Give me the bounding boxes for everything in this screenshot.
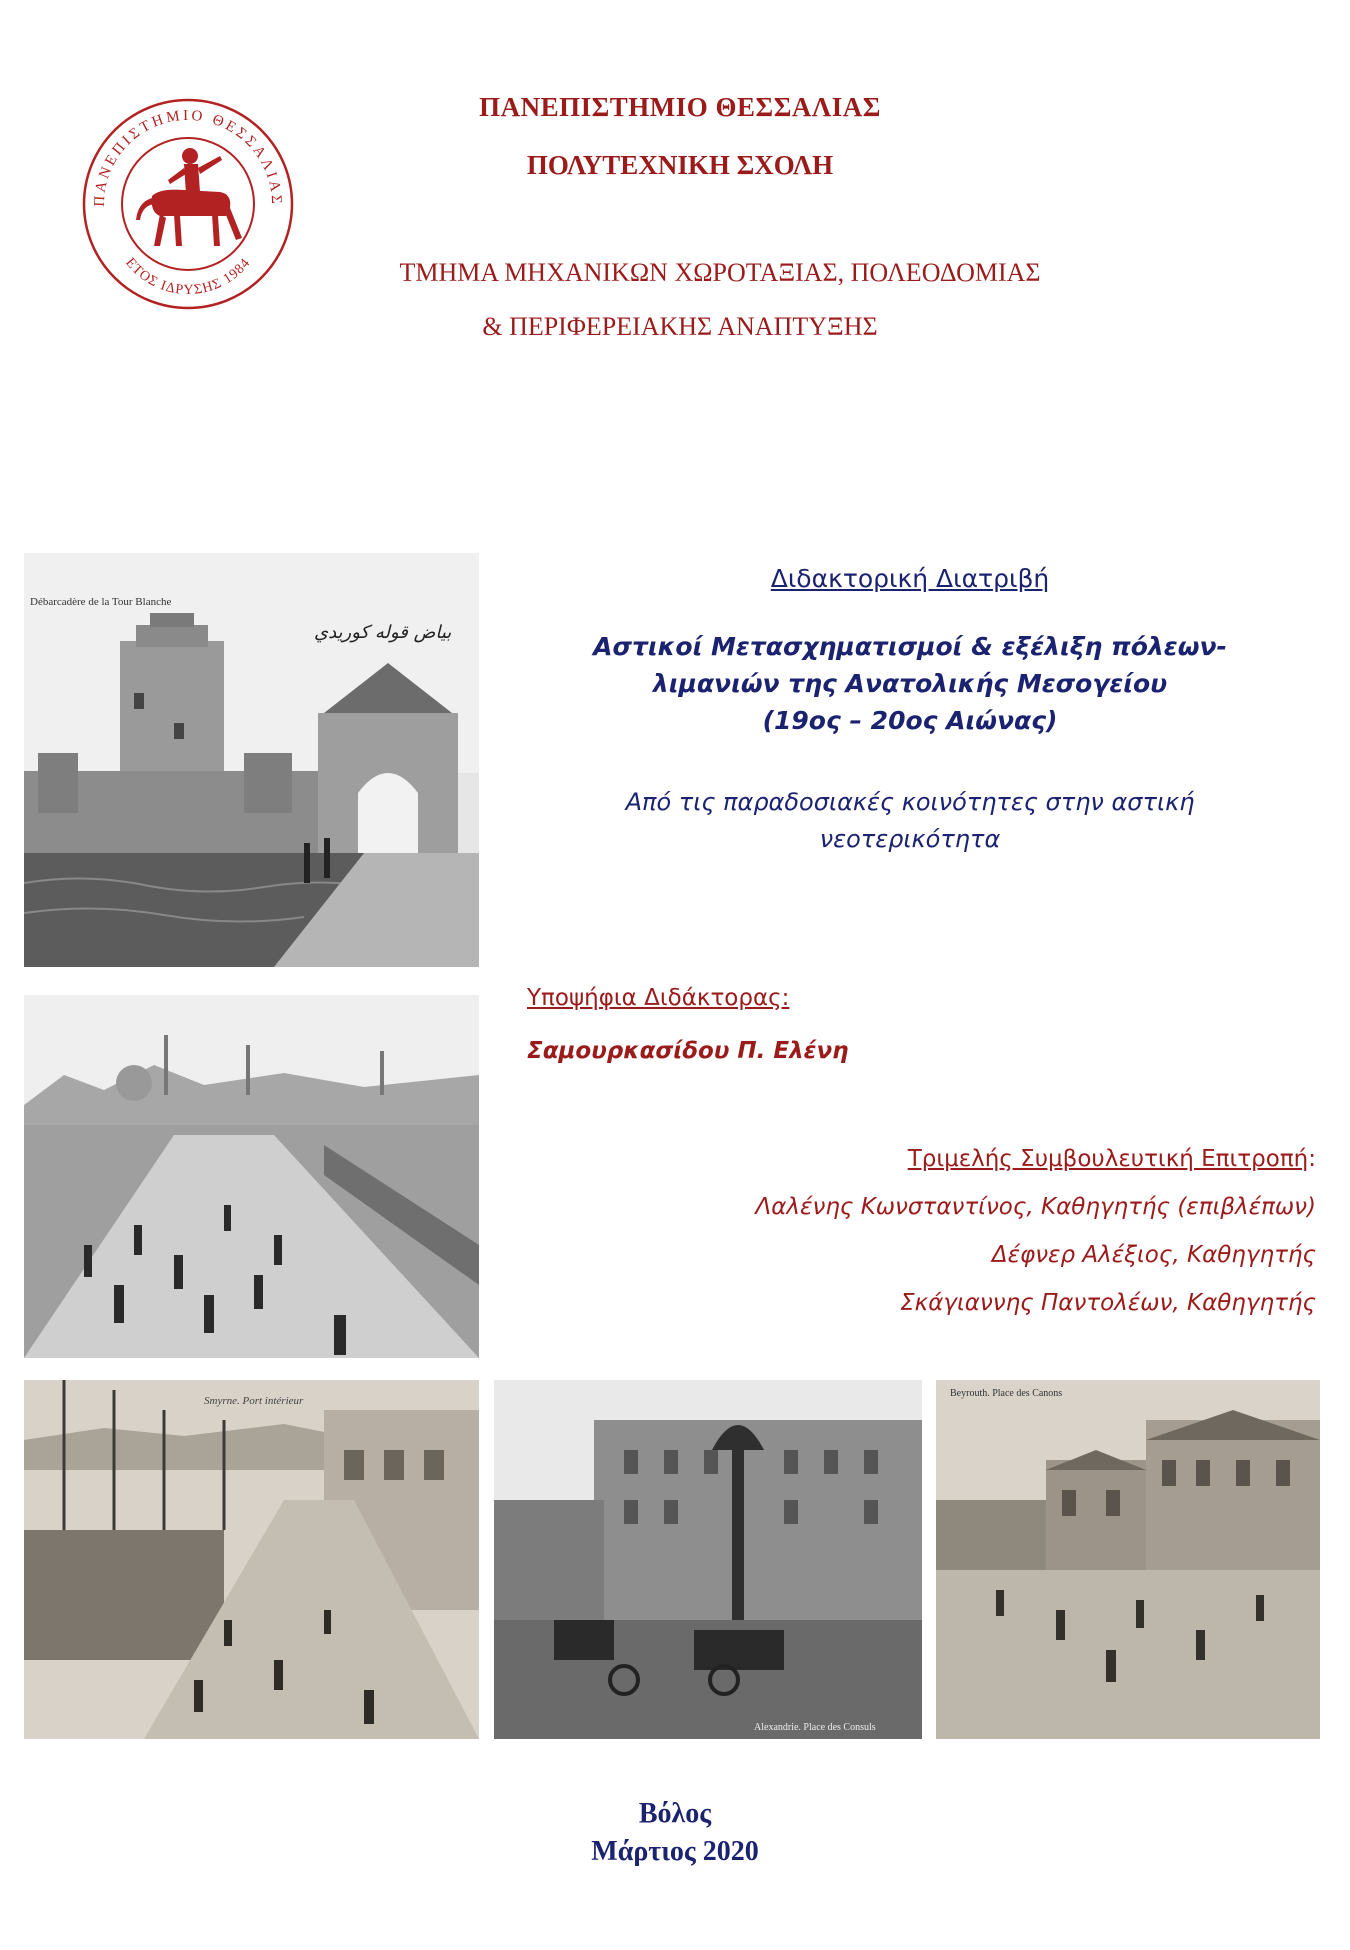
thesis-title-line2: λιμανιών της Ανατολικής Μεσογείου: [652, 669, 1168, 698]
logo-ring-bottom-text: ΕΤΟΣ ΙΔΡΥΣΗΣ 1984: [122, 255, 254, 299]
footer-place: Βόλος: [638, 1798, 712, 1829]
photo-white-tower: [24, 553, 479, 967]
committee-member-3: Σκάγιαννης Παντολέων, Καθηγητής: [900, 1290, 1316, 1316]
thesis-title-line1: Αστικοί Μετασχηματισμοί & εξέλιξη πόλεων-: [593, 632, 1227, 661]
committee-member-2: Δέφνερ Αλέξιος, Καθηγητής: [991, 1242, 1316, 1268]
svg-text:بياض قوله كوريدي: بياض قوله كوريدي: [314, 622, 452, 643]
photo5-caption: Beyrouth. Place des Canons: [950, 1388, 1063, 1399]
committee-member-1: Λαλένης Κωνσταντίνος, Καθηγητής (επιβλέπων): [755, 1194, 1316, 1220]
photo3-caption: Smyrne. Port intérieur: [204, 1395, 304, 1407]
photo-beirut-square: [936, 1380, 1320, 1739]
svg-text:ΕΤΟΣ ΙΔΡΥΣΗΣ 1984: [122, 255, 254, 298]
school-name: ΠΟΛΥΤΕΧΝΙΚΗ ΣΧΟΛΗ: [526, 150, 834, 180]
candidate-label: Υποψήφια Διδάκτορας:: [527, 985, 790, 1011]
department-name-line1: ΤΜΗΜΑ ΜΗΧΑΝΙΚΩΝ ΧΩΡΟΤΑΞΙΑΣ, ΠΟΛΕΟΔΟΜΙΑΣ: [399, 258, 1041, 287]
department-name-line2: & ΠΕΡΙΦΕΡΕΙΑΚΗΣ ΑΝΑΠΤΥΞΗΣ: [482, 312, 878, 341]
photo1-caption: Débarcadère de la Tour Blanche: [30, 596, 172, 608]
thesis-title: [560, 628, 1260, 739]
committee-block: [556, 1146, 1316, 1338]
photo-bridge-crowd: [24, 995, 479, 1358]
thesis-subtitle-line2: νεοτερικότητα: [819, 825, 1001, 853]
logo-ring-top-text: ΠΑΝΕΠΙΣΤΗΜΙΟ ΘΕΣΣΑΛΙΑΣ: [91, 107, 285, 208]
thesis-subtitle-line1: Από τις παραδοσιακές κοινότητες στην αστική: [625, 788, 1195, 816]
thesis-title-line3: (19ος – 20ος Αιώνας): [762, 706, 1058, 735]
candidate-name: Σαμουρκασίδου Π. Ελένη: [527, 1038, 849, 1064]
thesis-subtitle: [580, 784, 1240, 858]
thesis-type: Διδακτορική Διατριβή: [770, 564, 1050, 593]
committee-label: [556, 1146, 1316, 1172]
committee-label-colon: :: [1308, 1146, 1316, 1172]
photo-smyrna-port: [24, 1380, 479, 1739]
photo-alexandria-square: [494, 1380, 922, 1739]
centaur-icon: [136, 148, 242, 246]
photo4-caption: Alexandrie. Place des Consuls: [754, 1722, 876, 1733]
university-logo: [80, 96, 296, 312]
committee-label-text: Τριμελής Συμβουλευτική Επιτροπή: [907, 1146, 1309, 1172]
university-name: ΠΑΝΕΠΙΣΤΗΜΙΟ ΘΕΣΣΑΛΙΑΣ: [479, 92, 881, 122]
footer-date: Μάρτιος 2020: [591, 1836, 759, 1867]
